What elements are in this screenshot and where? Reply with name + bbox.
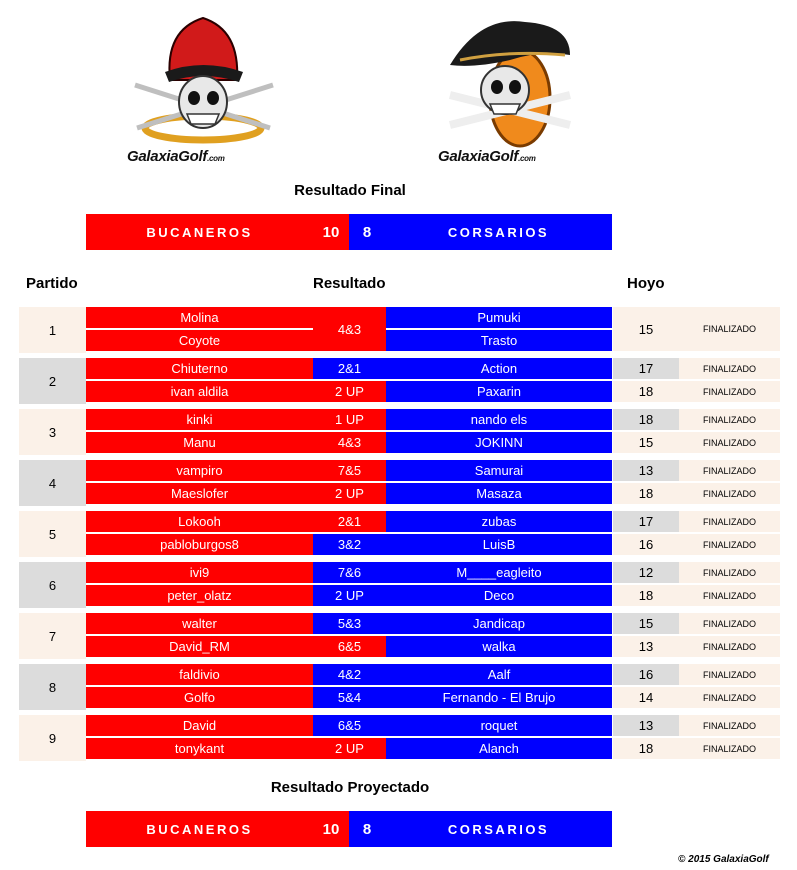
bucaneros-player: ivan aldila: [86, 381, 313, 402]
hole-number: 13: [613, 636, 679, 657]
match-result: 1 UP: [313, 409, 386, 430]
corsarios-player: roquet: [386, 715, 612, 736]
final-team-right: CORSARIOS: [385, 214, 612, 250]
projected-team-right: CORSARIOS: [385, 811, 612, 847]
bucaneros-player: Maeslofer: [86, 483, 313, 504]
hole-number: 18: [613, 738, 679, 759]
corsarios-player: Pumuki: [386, 307, 612, 328]
match-number: 7: [19, 613, 86, 659]
hole-number: 18: [613, 585, 679, 606]
match-status: FINALIZADO: [679, 381, 780, 402]
match-result: 6&5: [313, 715, 386, 736]
match-status: FINALIZADO: [679, 738, 780, 759]
final-score-left: 10: [313, 214, 349, 250]
corsarios-player: Jandicap: [386, 613, 612, 634]
bucaneros-player: ivi9: [86, 562, 313, 583]
match-status: FINALIZADO: [679, 585, 780, 606]
corsarios-player: JOKINN: [386, 432, 612, 453]
match-number: 4: [19, 460, 86, 506]
hole-number: 13: [613, 715, 679, 736]
corsarios-player: Trasto: [386, 330, 612, 351]
final-team-left: BUCANEROS: [86, 214, 313, 250]
match-result: 2&1: [313, 358, 386, 379]
hole-number: 14: [613, 687, 679, 708]
bucaneros-player: Manu: [86, 432, 313, 453]
match-number: 2: [19, 358, 86, 404]
match-result: 7&5: [313, 460, 386, 481]
projected-title: Resultado Proyectado: [270, 779, 430, 796]
match-status: FINALIZADO: [679, 409, 780, 430]
pirate-skull-red-hat-icon: [125, 10, 285, 170]
bucaneros-player: walter: [86, 613, 313, 634]
bucaneros-player: David_RM: [86, 636, 313, 657]
match-number: 5: [19, 511, 86, 557]
match-status: FINALIZADO: [679, 715, 780, 736]
bucaneros-player: Coyote: [86, 330, 313, 351]
hole-number: 15: [613, 307, 679, 351]
match-status: FINALIZADO: [679, 636, 780, 657]
final-score-right: 8: [349, 214, 385, 250]
bucaneros-player: Chiuterno: [86, 358, 313, 379]
bucaneros-player: Golfo: [86, 687, 313, 708]
match-status: FINALIZADO: [679, 562, 780, 583]
final-banner: [86, 214, 612, 250]
header-hoyo: Hoyo: [627, 275, 665, 292]
match-result: 3&2: [313, 534, 386, 555]
hole-number: 13: [613, 460, 679, 481]
hole-number: 17: [613, 358, 679, 379]
match-result: 2 UP: [313, 483, 386, 504]
match-number: 9: [19, 715, 86, 761]
bucaneros-player: tonykant: [86, 738, 313, 759]
match-status: FINALIZADO: [679, 687, 780, 708]
right-logo-brand: GalaxiaGolf.com: [438, 148, 536, 165]
match-status: FINALIZADO: [679, 358, 780, 379]
match-result: 2 UP: [313, 738, 386, 759]
match-status: FINALIZADO: [679, 511, 780, 532]
corsarios-player: LuisB: [386, 534, 612, 555]
hole-number: 17: [613, 511, 679, 532]
match-status: FINALIZADO: [679, 460, 780, 481]
match-result: 4&3: [313, 432, 386, 453]
match-result: 2&1: [313, 511, 386, 532]
match-result: 7&6: [313, 562, 386, 583]
match-number: 6: [19, 562, 86, 608]
bucaneros-player: peter_olatz: [86, 585, 313, 606]
hole-number: 16: [613, 664, 679, 685]
hole-number: 18: [613, 381, 679, 402]
match-result: 2 UP: [313, 381, 386, 402]
hole-number: 18: [613, 409, 679, 430]
match-status: FINALIZADO: [679, 613, 780, 634]
corsarios-player: Action: [386, 358, 612, 379]
hole-number: 18: [613, 483, 679, 504]
corsarios-player: walka: [386, 636, 612, 657]
corsarios-player: Deco: [386, 585, 612, 606]
corsarios-player: Aalf: [386, 664, 612, 685]
projected-score-left: 10: [313, 811, 349, 847]
match-result: 6&5: [313, 636, 386, 657]
corsarios-player: nando els: [386, 409, 612, 430]
pirate-skull-black-hat-icon: [430, 10, 590, 170]
match-status: FINALIZADO: [679, 483, 780, 504]
match-result: 5&3: [313, 613, 386, 634]
match-status: FINALIZADO: [679, 432, 780, 453]
hole-number: 12: [613, 562, 679, 583]
match-result: 4&3: [313, 307, 386, 351]
projected-score-right: 8: [349, 811, 385, 847]
bucaneros-player: pabloburgos8: [86, 534, 313, 555]
match-status: FINALIZADO: [679, 534, 780, 555]
projected-banner: [86, 811, 612, 847]
hole-number: 15: [613, 432, 679, 453]
corsarios-player: zubas: [386, 511, 612, 532]
hole-number: 15: [613, 613, 679, 634]
corsarios-player: Samurai: [386, 460, 612, 481]
corsarios-player: M____eagleito: [386, 562, 612, 583]
match-result: 5&4: [313, 687, 386, 708]
match-number: 3: [19, 409, 86, 455]
match-status: FINALIZADO: [679, 664, 780, 685]
hole-number: 16: [613, 534, 679, 555]
bucaneros-player: Lokooh: [86, 511, 313, 532]
match-result: 2 UP: [313, 585, 386, 606]
corsarios-player: Alanch: [386, 738, 612, 759]
header-partido: Partido: [26, 275, 78, 292]
bucaneros-player: vampiro: [86, 460, 313, 481]
bucaneros-player: David: [86, 715, 313, 736]
bucaneros-player: kinki: [86, 409, 313, 430]
final-title: Resultado Final: [294, 182, 406, 199]
corsarios-player: Paxarin: [386, 381, 612, 402]
header-resultado: Resultado: [313, 275, 386, 292]
corsarios-player: Fernando - El Brujo: [386, 687, 612, 708]
corsarios-player: Masaza: [386, 483, 612, 504]
left-logo-brand: GalaxiaGolf.com: [127, 148, 225, 165]
match-number: 8: [19, 664, 86, 710]
match-status: FINALIZADO: [679, 307, 780, 351]
bucaneros-player: faldivio: [86, 664, 313, 685]
copyright: © 2015 GalaxiaGolf: [678, 854, 769, 865]
bucaneros-player: Molina: [86, 307, 313, 328]
projected-team-left: BUCANEROS: [86, 811, 313, 847]
match-number: 1: [19, 307, 86, 353]
match-result: 4&2: [313, 664, 386, 685]
